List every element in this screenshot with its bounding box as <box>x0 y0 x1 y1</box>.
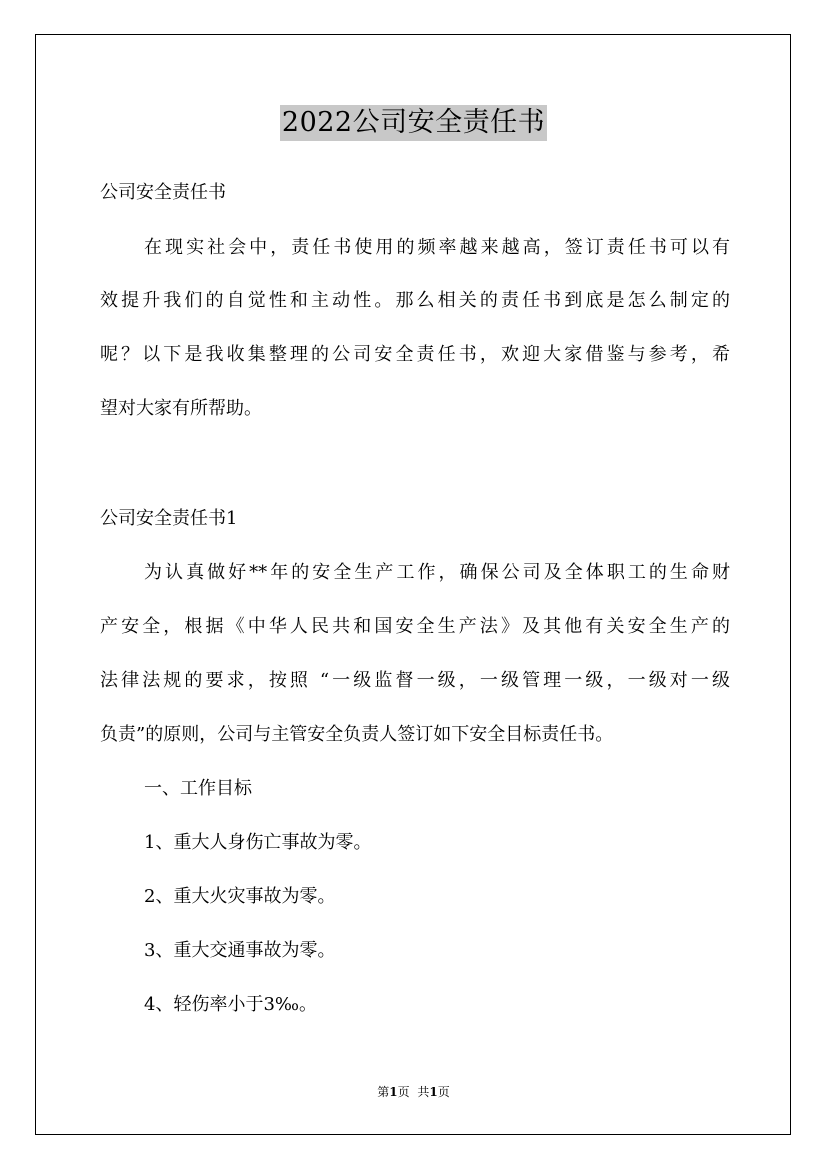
goal-item: 1、重大人身伤亡事故为零。 <box>144 832 372 853</box>
intro-line: 效提升我们的自觉性和主动性。那么相关的责任书到底是怎么制定的 <box>100 290 730 311</box>
goal-item: 3、重大交通事故为零。 <box>144 940 336 961</box>
document-title: 2022公司安全责任书 <box>280 105 547 141</box>
section-heading: 公司安全责任书1 <box>100 508 238 529</box>
document-subtitle: 公司安全责任书 <box>100 182 226 203</box>
section-paragraph-line: 产安全，根据《中华人民共和国安全生产法》及其他有关安全生产的 <box>100 616 730 637</box>
section-paragraph-line: 为认真做好**年的安全生产工作，确保公司及全体职工的生命财 <box>144 562 730 583</box>
footer-total-prefix: 共 <box>417 1085 430 1099</box>
title-wrap <box>0 105 827 141</box>
section-paragraph-line: 负责”的原则，公司与主管安全负责人签订如下安全目标责任书。 <box>100 724 614 745</box>
footer-total-number: 1 <box>429 1085 438 1099</box>
footer-page-suffix: 页 <box>397 1085 410 1099</box>
intro-line: 望对大家有所帮助。 <box>100 398 262 419</box>
goal-item: 2、重大火灾事故为零。 <box>144 886 336 907</box>
goal-item: 4、轻伤率小于3‰。 <box>144 994 318 1015</box>
section-paragraph-line: 法律法规的要求，按照 “一级监督一级，一级管理一级，一级对一级 <box>100 670 730 691</box>
footer-page-number: 1 <box>389 1085 398 1099</box>
intro-line: 呢？以下是我收集整理的公司安全责任书，欢迎大家借鉴与参考，希 <box>100 344 730 365</box>
intro-line: 在现实社会中，责任书使用的频率越来越高，签订责任书可以有 <box>144 237 730 258</box>
page-footer <box>0 1084 827 1100</box>
goals-heading: 一、工作目标 <box>144 778 252 799</box>
footer-page-prefix: 第 <box>377 1085 390 1099</box>
footer-total-suffix: 页 <box>437 1085 450 1099</box>
